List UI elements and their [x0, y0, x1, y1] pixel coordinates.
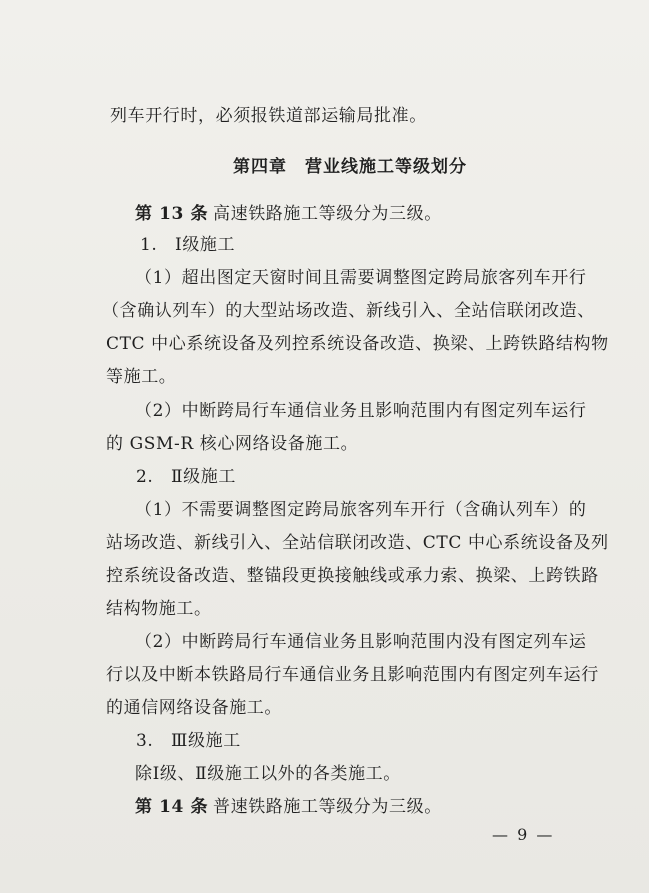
article-13-label: 第 13 条 [135, 204, 209, 224]
article-13-text: 高速铁路施工等级分为三级。 [213, 204, 442, 224]
article-14-label: 第 14 条 [135, 797, 209, 817]
chapter-title: 第四章 营业线施工等级划分 [233, 157, 467, 177]
text-line: 等施工。 [106, 367, 177, 387]
section-2-title: 2. Ⅱ级施工 [136, 467, 236, 487]
text-line: 结构物施工。 [106, 599, 212, 619]
text-line: 的 GSM-R 核心网络设备施工。 [106, 434, 359, 454]
text-line: （1）不需要调整图定跨局旅客列车开行（含确认列车）的 [135, 500, 587, 520]
article-14-text: 普速铁路施工等级分为三级。 [213, 797, 442, 817]
text-line: （含确认列车）的大型站场改造、新线引入、全站信联闭改造、 [102, 301, 595, 321]
text-line: （2）中断跨局行车通信业务且影响范围内有图定列车运行 [135, 401, 587, 421]
text-line: （1）超出图定天窗时间且需要调整图定跨局旅客列车开行 [135, 268, 587, 288]
section-1-title: 1. Ⅰ级施工 [140, 235, 236, 255]
text-line: 的通信网络设备施工。 [106, 698, 282, 718]
text-line: 站场改造、新线引入、全站信联闭改造、CTC 中心系统设备及列 [106, 533, 609, 553]
text-line: 控系统设备改造、整锚段更换接触线或承力索、换梁、上跨铁路 [106, 566, 599, 586]
text-line: 行以及中断本铁路局行车通信业务且影响范围内有图定列车运行 [106, 665, 599, 685]
section-3-title: 3. Ⅲ级施工 [136, 731, 241, 751]
text-line: 除Ⅰ级、Ⅱ级施工以外的各类施工。 [135, 764, 401, 784]
page-number: — 9 — [492, 825, 555, 844]
text-line: 列车开行时，必须报铁道部运输局批准。 [110, 106, 427, 126]
text-line: （2）中断跨局行车通信业务且影响范围内没有图定列车运 [135, 632, 587, 652]
text-line: CTC 中心系统设备及列控系统设备改造、换梁、上跨铁路结构物 [106, 334, 609, 354]
